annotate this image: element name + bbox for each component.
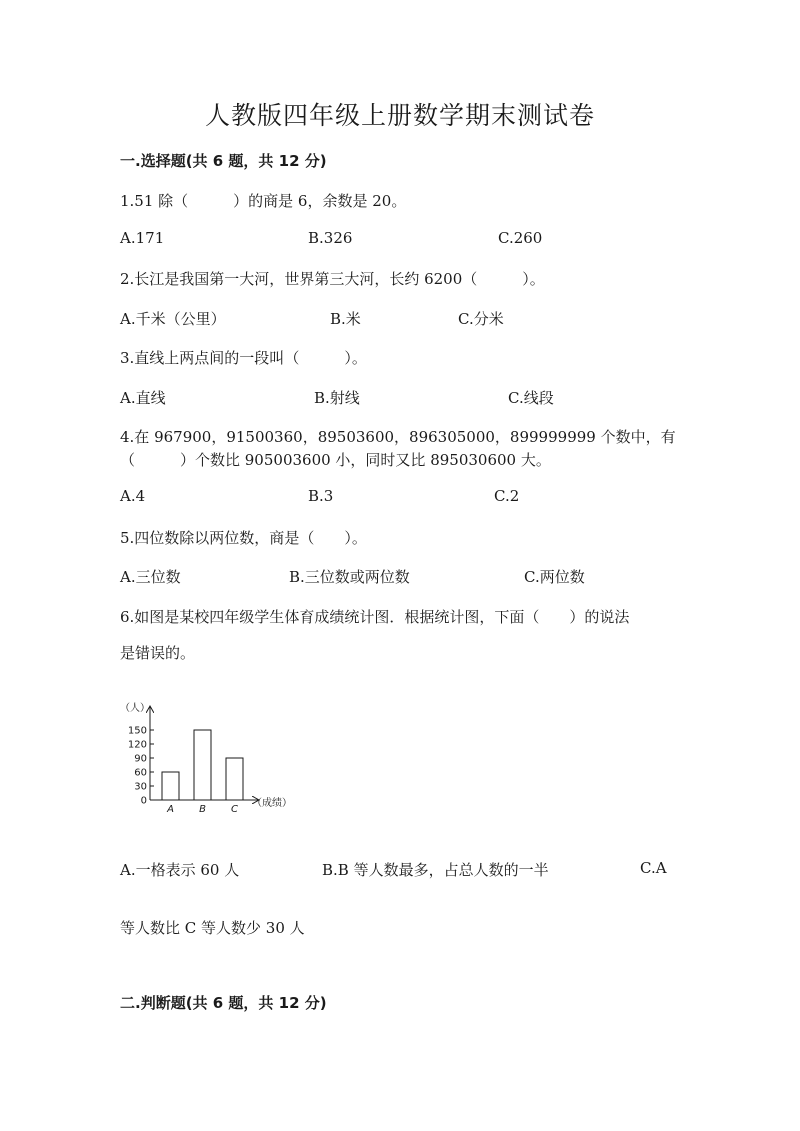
q6-option-a: A.一格表示 60 人 xyxy=(120,861,240,879)
q5-option-b: B.三位数或两位数 xyxy=(289,568,410,586)
x-category-label: C xyxy=(231,804,238,815)
section-heading-choice: 一.选择题(共 6 题，共 12 分) xyxy=(120,152,327,170)
q1-option-a: A.171 xyxy=(120,229,165,247)
y-axis-label: （人） xyxy=(120,703,150,714)
q4-option-c: C.2 xyxy=(494,487,520,505)
q6-option-b: B.B 等人数最多，占总人数的一半 xyxy=(322,861,549,879)
question-4-line-2: （ ）个数比 905003600 小，同时又比 895030600 大。 xyxy=(120,451,551,469)
q4-option-a: A.4 xyxy=(120,487,146,505)
q3-option-a: A.直线 xyxy=(120,389,166,407)
q1-option-b: B.326 xyxy=(308,229,353,247)
bar-c xyxy=(226,758,243,800)
question-2: 2.长江是我国第一大河，世界第三大河，长约 6200（ ）。 xyxy=(120,270,545,288)
q6-option-c-continued: 等人数比 C 等人数少 30 人 xyxy=(120,919,305,937)
q2-option-b: B.米 xyxy=(330,310,361,328)
y-tick-label: 60 xyxy=(134,767,147,779)
q1-option-c: C.260 xyxy=(498,229,543,247)
y-tick-label: 30 xyxy=(134,781,147,793)
q3-option-c: C.线段 xyxy=(508,389,554,407)
y-tick-label: 150 xyxy=(127,725,147,737)
x-axis-label: （成绩） xyxy=(252,798,292,809)
q3-option-b: B.射线 xyxy=(314,389,360,407)
section-heading-judgment: 二.判断题(共 6 题，共 12 分) xyxy=(120,994,327,1012)
q5-option-c: C.两位数 xyxy=(524,568,585,586)
y-tick-label: 120 xyxy=(127,739,147,751)
y-tick-label: 90 xyxy=(134,753,147,765)
q6-option-c: C.A xyxy=(640,859,667,877)
q2-option-a: A.千米（公里） xyxy=(120,310,226,328)
question-5: 5.四位数除以两位数，商是（ ）。 xyxy=(120,529,367,547)
bar-a xyxy=(162,772,179,800)
x-category-label: A xyxy=(167,804,174,815)
q4-option-b: B.3 xyxy=(308,487,334,505)
q5-option-a: A.三位数 xyxy=(120,568,181,586)
bar-b xyxy=(194,730,211,800)
bar-chart xyxy=(118,695,308,820)
q2-option-c: C.分米 xyxy=(458,310,504,328)
page-title: 人教版四年级上册数学期末测试卷 xyxy=(204,101,595,130)
question-6-line-1: 6.如图是某校四年级学生体育成绩统计图．根据统计图，下面（ ）的说法 xyxy=(120,608,630,626)
question-4-line-1: 4.在 967900，91500360，89503600，896305000，899999999 个数中，有 xyxy=(120,428,676,446)
x-category-label: B xyxy=(199,804,206,815)
question-6-line-2: 是错误的。 xyxy=(120,644,196,662)
y-tick-label: 0 xyxy=(140,795,147,807)
question-3: 3.直线上两点间的一段叫（ ）。 xyxy=(120,349,367,367)
question-1: 1.51 除（ ）的商是 6，余数是 20。 xyxy=(120,192,407,210)
